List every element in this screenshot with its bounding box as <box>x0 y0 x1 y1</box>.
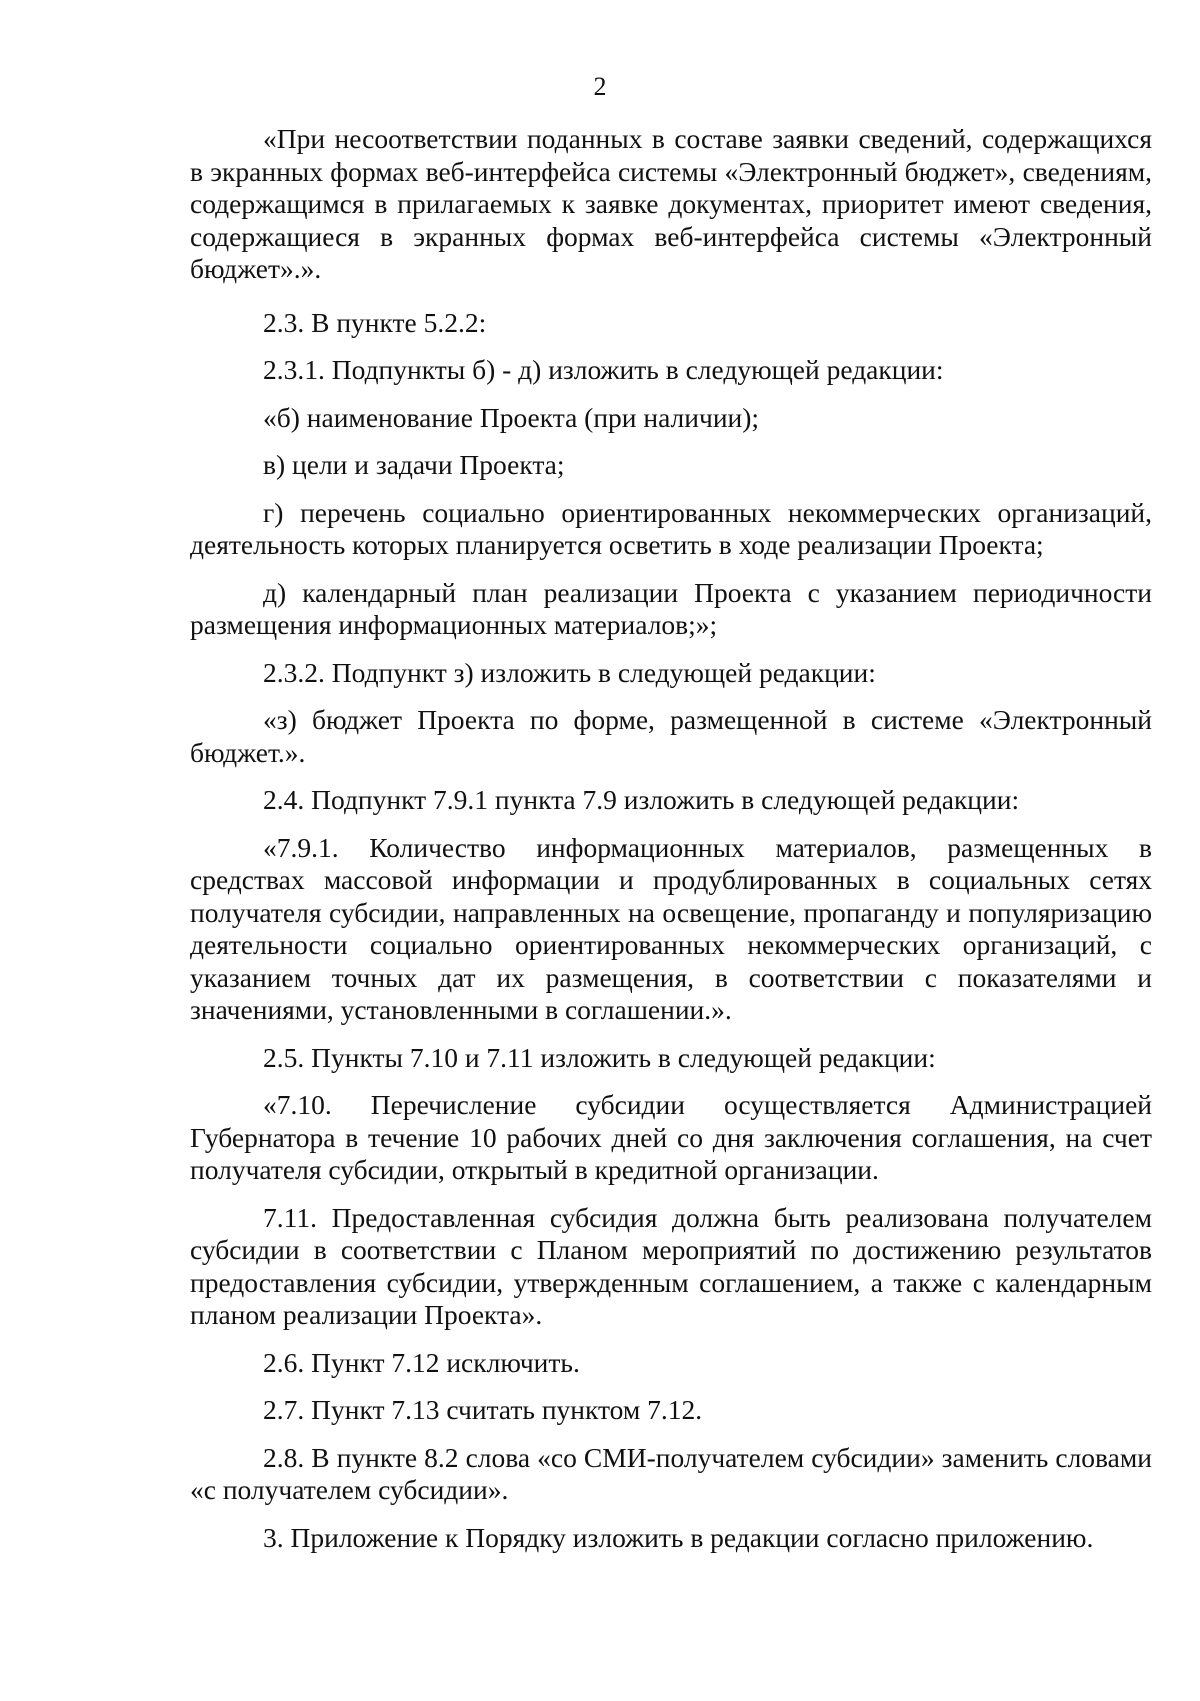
document-body <box>190 123 1152 1569</box>
paragraph-2-6: 2.6. Пункт 7.12 исключить. <box>263 1346 580 1378</box>
paragraph-7-11: 7.11. Предоставленная субсидия должна быть реализована получателем субсидии в соответствии с Планом мероприятий по достижению результатов предоставления субсидии, утвержденным соглашением, а также с календарным планом реализации Проекта». <box>190 1201 1152 1330</box>
paragraph-2-8: 2.8. В пункте 8.2 слова «со СМИ-получателем субсидии» заменить словами «с получателем субсидии». <box>190 1441 1152 1505</box>
paragraph-subitem-g: г) перечень социально ориентированных некоммерческих организаций, деятельность которых планируется осветить в ходе реализации Проекта; <box>190 496 1152 560</box>
paragraph-7-9-1: «7.9.1. Количество информационных материалов, размещенных в средствах массовой информации и продублированных в социальных сетях получателя субсидии, направленных на освещение, пропаганду и популяризацию деятельности социально ориентированных некоммерческих организаций, с указанием точных дат их размещения, в соответствии с показателями и значениями, установленными в соглашении.». <box>190 831 1152 1025</box>
paragraph-2-5: 2.5. Пункты 7.10 и 7.11 изложить в следующей редакции: <box>263 1041 936 1073</box>
paragraph-subitem-z: «з) бюджет Проекта по форме, размещенной в системе «Электронный бюджет.». <box>190 704 1152 768</box>
paragraph-subitem-v: в) цели и задачи Проекта; <box>263 449 565 480</box>
paragraph-2-3-2: 2.3.2. Подпункт з) изложить в следующей редакции: <box>263 656 876 688</box>
paragraph-subitem-d: д) календарный план реализации Проекта с указанием периодичности размещения информационных материалов;»; <box>190 576 1152 640</box>
paragraph-subitem-b: «б) наименование Проекта (при наличии); <box>263 401 760 433</box>
paragraph-2-3: 2.3. В пункте 5.2.2: <box>263 306 487 338</box>
paragraph-2-7: 2.7. Пункт 7.13 считать пунктом 7.12. <box>263 1394 703 1425</box>
page-number: 2 <box>593 72 607 101</box>
paragraph-priority-clause: «При несоответствии поданных в составе заявки сведений, содержащихся в экранных формах веб-интерфейса системы «Электронный бюджет», сведениям, содержащимся в прилагаемых к заявке документах, приоритет имеют сведения, содержащиеся в экранных формах веб-интерфейса системы «Электронный бюджет».». <box>190 123 1152 284</box>
paragraph-3: 3. Приложение к Порядку изложить в редакции согласно приложению. <box>263 1521 1094 1553</box>
paragraph-2-4: 2.4. Подпункт 7.9.1 пункта 7.9 изложить в следующей редакции: <box>263 784 1020 815</box>
paragraph-2-3-1: 2.3.1. Подпункты б) - д) изложить в следующей редакции: <box>263 354 944 385</box>
paragraph-7-10: «7.10. Перечисление субсидии осуществляется Администрацией Губернатора в течение 10 рабочих дней со дня заключения соглашения, на счет получателя субсидии, открытый в кредитной организации. <box>190 1089 1152 1185</box>
